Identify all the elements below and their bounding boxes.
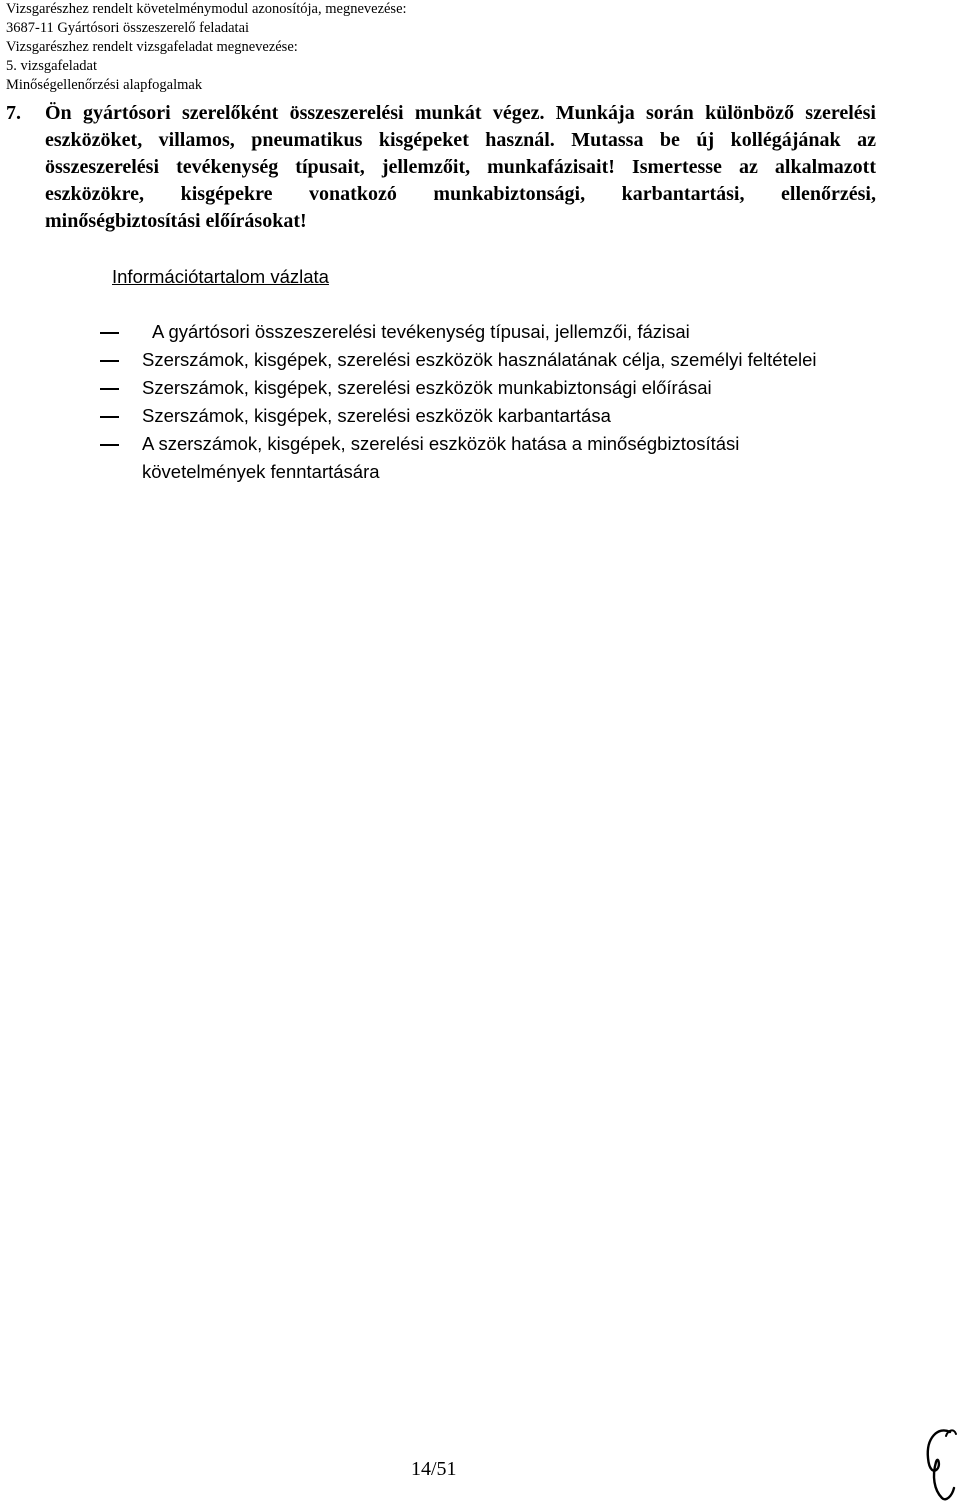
header-module-label: Vizsgarészhez rendelt követelménymodul azonosítója, megnevezése:: [6, 1, 407, 17]
header-module-name: 3687-11 Gyártósori összeszerelő feladatai: [6, 20, 250, 36]
dash-bullet-icon: [100, 360, 119, 362]
header-task-label: Vizsgarészhez rendelt vizsgafeladat megnevezése:: [6, 39, 298, 55]
list-item: [100, 318, 860, 346]
list-item-text: A szerszámok, kisgépek, szerelési eszközök hatása a minőségbiztosítási követelmények fenntartására: [142, 433, 740, 482]
page-number: 14/51: [411, 1458, 457, 1480]
document-header: [6, 0, 407, 95]
question-text: Ön gyártósori szerelőként összeszerelési munkát végez. Munkája során különböző szerelési eszközöket, villamos, pneumatikus kisgépeket használ. Mutassa be új kollégájának az összeszerelési tevékenység típusait, jellemzőit, munkafázisait! Ismertesse az alkalmazott eszközökre, kisgépekre vonatkozó munkabiztonsági, karbantartási, ellenőrzési, minőségbiztosítási előírásokat!: [45, 102, 876, 232]
list-item: [100, 346, 860, 374]
list-item-text: Szerszámok, kisgépek, szerelési eszközök használatának célja, személyi feltételei: [142, 349, 817, 370]
list-item-text: Szerszámok, kisgépek, szerelési eszközök karbantartása: [142, 405, 611, 426]
header-task-name: Minőségellenőrzési alapfogalmak: [6, 77, 203, 93]
dash-bullet-icon: [100, 332, 119, 334]
list-item-text: A gyártósori összeszerelési tevékenység típusai, jellemzői, fázisai: [152, 321, 690, 342]
list-item: [100, 402, 860, 430]
outline-title: Információtartalom vázlata: [112, 266, 329, 287]
list-item-text: Szerszámok, kisgépek, szerelési eszközök munkabiztonsági előírásai: [142, 377, 712, 398]
list-item: [100, 374, 860, 402]
header-task-number: 5. vizsgafeladat: [6, 58, 97, 74]
list-item: [100, 430, 860, 486]
dash-bullet-icon: [100, 416, 119, 418]
dash-bullet-icon: [100, 388, 119, 390]
dash-bullet-icon: [100, 444, 119, 446]
question-number: 7.: [6, 102, 21, 124]
exam-question: [6, 100, 876, 235]
handwritten-signature-icon: [916, 1418, 960, 1503]
outline-list: [100, 318, 860, 486]
